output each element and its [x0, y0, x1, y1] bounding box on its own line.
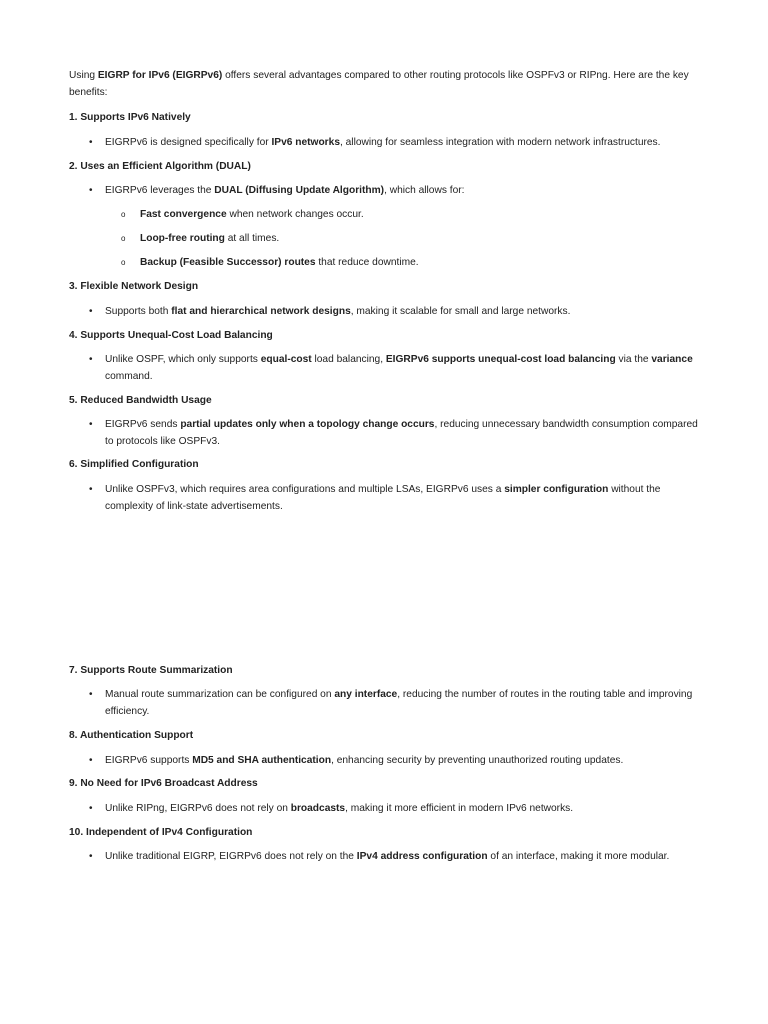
bullet-dot-icon: • [89, 803, 93, 814]
section-heading-6: 6. Simplified Configuration [69, 459, 199, 470]
bullet-bold: MD5 and SHA authentication [192, 755, 332, 766]
bullet-text: EIGRPv6 sends [105, 419, 181, 430]
bullet-item-8 [89, 752, 705, 769]
bullet-text: , making it scalable for small and large networks. [350, 306, 571, 317]
bullet-bold: DUAL (Diffusing Update Algorithm) [214, 185, 385, 196]
bullet-item-2 [89, 182, 705, 199]
bullet-text: , reducing unnecessary bandwidth consumption compared to protocols like OSPFv3. [105, 419, 698, 447]
sub-bullet-item-2 [121, 230, 700, 247]
bullet-item-10 [89, 848, 705, 865]
intro-paragraph [69, 67, 709, 101]
bullet-text: EIGRPv6 is designed specifically for [105, 137, 272, 148]
bullet-bold: EIGRPv6 supports unequal-cost load balancing [385, 354, 616, 365]
intro-text-2: offers several advantages compared to other routing protocols like OSPFv3 or RIPng. Here are the key benefits: [69, 70, 689, 98]
bullet-item-3 [89, 303, 705, 320]
sub-bullet-item-3 [121, 254, 700, 271]
sub-bullet-bold: Fast convergence [140, 209, 227, 220]
section-heading-2: 2. Uses an Efficient Algorithm (DUAL) [69, 161, 251, 172]
bullet-bold: equal-cost [260, 354, 312, 365]
bullet-text: , which allows for: [384, 185, 465, 196]
bullet-text: Unlike traditional EIGRP, EIGRPv6 does not rely on the [105, 851, 357, 862]
section-heading-7: 7. Supports Route Summarization [69, 665, 233, 676]
bullet-bold: flat and hierarchical network designs [171, 306, 351, 317]
bullet-bold: broadcasts [290, 803, 346, 814]
bullet-bold: variance [651, 354, 693, 365]
bullet-item-6 [89, 481, 705, 515]
bullet-item-9 [89, 800, 705, 817]
bullet-item-4 [89, 351, 705, 385]
bullet-text: Unlike OSPFv3, which requires area configurations and multiple LSAs, EIGRPv6 uses a [105, 484, 505, 495]
bullet-bold: simpler configuration [504, 484, 609, 495]
bullet-text: EIGRPv6 leverages the [105, 185, 215, 196]
bullet-dot-icon: • [89, 851, 93, 862]
section-heading-3: 3. Flexible Network Design [69, 281, 199, 292]
sub-bullet-bold: Loop-free routing [140, 233, 225, 244]
bullet-item-5 [89, 416, 705, 450]
bullet-text: Manual route summarization can be configured on [105, 689, 335, 700]
sub-bullet-text: at all times. [224, 233, 280, 244]
bullet-text: load balancing, [311, 354, 386, 365]
section-heading-4: 4. Supports Unequal-Cost Load Balancing [69, 330, 273, 341]
sub-bullet-text: that reduce downtime. [315, 257, 419, 268]
section-heading-10: 10. Independent of IPv4 Configuration [69, 827, 253, 838]
section-heading-1: 1. Supports IPv6 Natively [69, 112, 191, 123]
bullet-dot-icon: • [89, 354, 93, 365]
circle-bullet-icon: o [121, 210, 126, 219]
bullet-text: , allowing for seamless integration with modern network infrastructures. [339, 137, 661, 148]
bullet-text: Supports both [105, 306, 172, 317]
intro-bold: EIGRP for IPv6 (EIGRPv6) [97, 70, 223, 81]
bullet-text: Unlike OSPF, which only supports [105, 354, 261, 365]
section-heading-5: 5. Reduced Bandwidth Usage [69, 395, 212, 406]
bullet-dot-icon: • [89, 689, 93, 700]
bullet-text: command. [105, 371, 153, 382]
sub-bullet-text: when network changes occur. [226, 209, 364, 220]
bullet-item-1 [89, 134, 705, 151]
section-heading-9: 9. No Need for IPv6 Broadcast Address [69, 778, 258, 789]
bullet-dot-icon: • [89, 484, 93, 495]
bullet-dot-icon: • [89, 137, 93, 148]
bullet-dot-icon: • [89, 185, 93, 196]
section-heading-8: 8. Authentication Support [69, 730, 194, 741]
bullet-dot-icon: • [89, 755, 93, 766]
circle-bullet-icon: o [121, 258, 126, 267]
bullet-text: Unlike RIPng, EIGRPv6 does not rely on [105, 803, 291, 814]
bullet-text: without the complexity of link-state advertisements. [105, 484, 661, 512]
bullet-text: , making it more efficient in modern IPv6 networks. [345, 803, 574, 814]
sub-bullet-bold: Backup (Feasible Successor) routes [140, 257, 316, 268]
bullet-dot-icon: • [89, 306, 93, 317]
bullet-bold: partial updates only when a topology change occurs [180, 419, 435, 430]
bullet-bold: IPv4 address configuration [356, 851, 488, 862]
bullet-dot-icon: • [89, 419, 93, 430]
bullet-bold: any interface [334, 689, 398, 700]
sub-bullet-item-1 [121, 206, 700, 223]
bullet-text: , reducing the number of routes in the routing table and improving efficiency. [105, 689, 693, 717]
bullet-text: , enhancing security by preventing unauthorized routing updates. [331, 755, 624, 766]
bullet-text: of an interface, making it more modular. [487, 851, 670, 862]
circle-bullet-icon: o [121, 234, 126, 243]
bullet-text: EIGRPv6 supports [105, 755, 193, 766]
bullet-item-7 [89, 686, 705, 720]
bullet-text: via the [615, 354, 652, 365]
bullet-bold: IPv6 networks [271, 137, 340, 148]
intro-text: Using [69, 70, 98, 81]
